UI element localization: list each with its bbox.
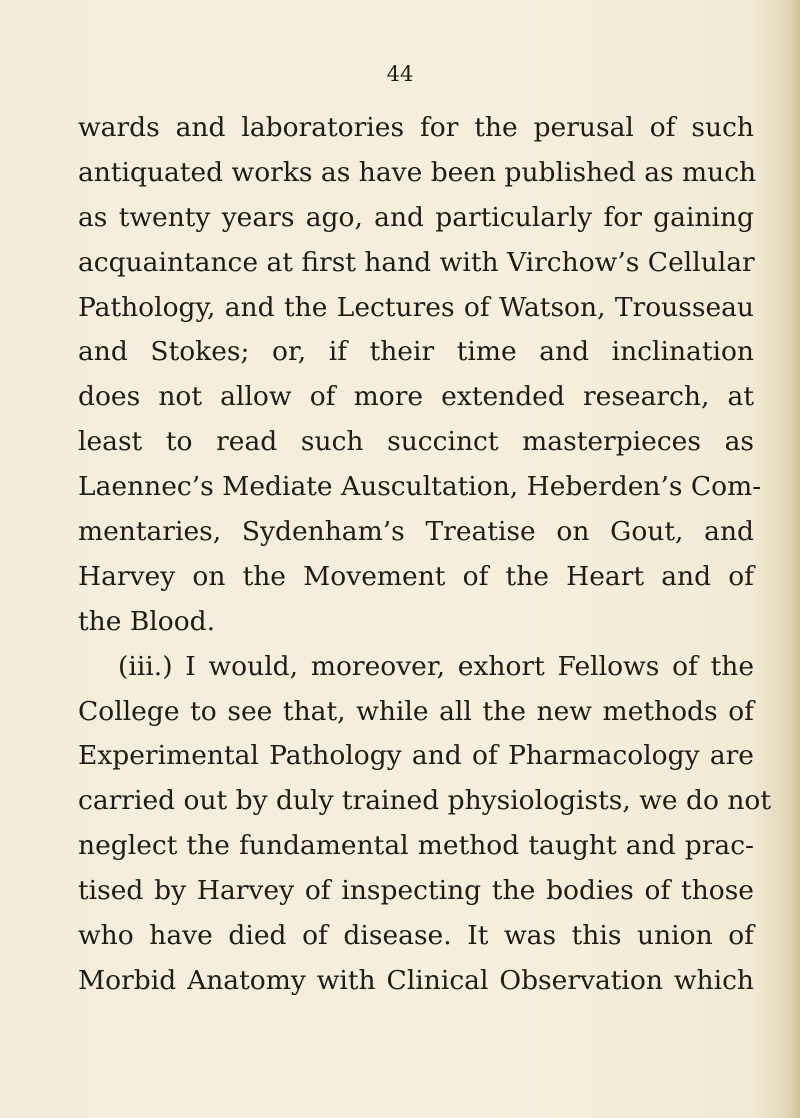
text-line: wards and laboratories for the perusal of such — [78, 112, 754, 143]
text-line: and Stokes; or, if their time and inclination — [78, 336, 754, 368]
text-line: who have died of disease. It was this union of — [78, 920, 754, 952]
paragraph-start-line: (iii.) I would, moreover, exhort Fellows of the — [118, 650, 754, 682]
text-line: Morbid Anatomy with Clinical Observation which — [78, 964, 754, 996]
text-line: least to read such succinct masterpieces as — [78, 426, 754, 458]
text-line: College to see that, while all the new methods of — [78, 695, 754, 727]
text-line: Pathology, and the Lectures of Watson, Trousseau — [78, 291, 754, 323]
text-line: Laennec’s Mediate Auscultation, Heberden’s Com- — [78, 471, 762, 503]
text-line: as twenty years ago, and particularly for gaining — [78, 201, 754, 233]
text-line: acquaintance at first hand with Virchow’s Cellular — [78, 246, 755, 278]
text-line: Harvey on the Movement of the Heart and of — [78, 560, 754, 592]
text-line: does not allow of more extended research, at — [78, 381, 754, 413]
body-text — [78, 106, 771, 1004]
page-edge-shadow — [790, 0, 800, 1118]
text-line: antiquated works as have been published as much — [78, 156, 757, 188]
text-line: the Blood. — [78, 605, 216, 637]
text-line: Experimental Pathology and of Pharmacology are — [78, 740, 754, 772]
text-line: carried out by duly trained physiologists, we do not — [78, 785, 771, 817]
page-number: 44 — [386, 62, 414, 86]
text-line: tised by Harvey of inspecting the bodies of those — [78, 875, 754, 907]
text-line: neglect the fundamental method taught and prac- — [78, 830, 754, 862]
text-line: mentaries, Sydenham’s Treatise on Gout, and — [78, 516, 754, 548]
